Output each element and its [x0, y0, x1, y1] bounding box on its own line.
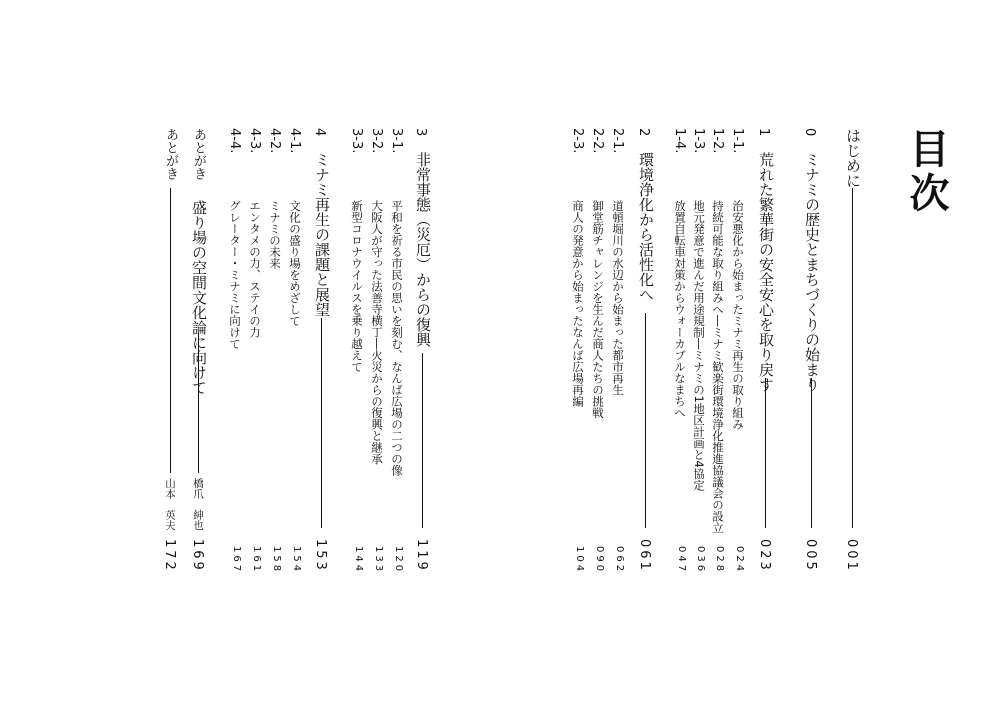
entry-number: 3-3.: [349, 128, 364, 154]
section-title: 新型コロナウイルスを乗り越えて: [350, 200, 364, 373]
leader-line: [852, 188, 853, 528]
entry-number: 2: [636, 128, 651, 137]
leader-line: [422, 353, 423, 528]
entry-number: 4-1.: [287, 128, 302, 154]
section-title: グレーター・ミナミに向けて: [228, 200, 242, 350]
page-number: 036: [695, 546, 706, 575]
entry-number: 1-3.: [691, 128, 706, 154]
leader-line: [321, 318, 322, 528]
toc-entry[interactable]: [756, 128, 776, 583]
toc-entry[interactable]: [267, 128, 287, 583]
page-number: 024: [734, 546, 745, 575]
page-number: 167: [231, 546, 242, 575]
leader-line: [170, 188, 171, 473]
entry-number: 3-1.: [389, 128, 404, 154]
section-title: 文化の盛り場をめざして: [288, 200, 302, 327]
leader-line: [765, 378, 766, 528]
section-title: 放置自転車対策からウォーカブルなまちへ: [673, 200, 687, 419]
page-number: 001: [844, 539, 859, 573]
section-title: 御堂筋チャレンジを生んだ商人たちの挑戦: [591, 200, 605, 419]
leader-line: [645, 313, 646, 528]
page-number: 062: [614, 546, 625, 575]
section-title: 道頓堀川の水辺から始まった都市再生: [611, 200, 625, 396]
page-number: 005: [803, 539, 818, 573]
entry-number: あとがき: [191, 128, 206, 180]
section-title: ミナミの未来: [268, 200, 282, 269]
entry-number: 3-2.: [369, 128, 384, 154]
toc-entry[interactable]: [802, 128, 822, 583]
chapter-title: 環境浄化から活性化へ: [637, 152, 655, 302]
section-title: 治安悪化から始まったミナミ再生の取り組み: [731, 200, 745, 430]
chapter-title: 荒れた繁華街の安全安心を取り戻す: [757, 152, 775, 392]
entry-number: 4-3.: [247, 128, 262, 154]
chapter-title: 盛り場の空間文化論に向けて: [190, 200, 208, 395]
leader-line: [811, 378, 812, 528]
chapter-title: はじめに: [844, 128, 862, 188]
author-name: 橋爪 紳也: [192, 478, 204, 531]
toc-entry[interactable]: [710, 128, 730, 583]
toc-entry[interactable]: [636, 128, 656, 583]
page-number: 153: [313, 539, 328, 573]
toc-entry[interactable]: [161, 128, 181, 583]
page-number: 172: [162, 539, 177, 573]
entry-number: 2-3.: [570, 128, 585, 154]
toc-entry[interactable]: [691, 128, 711, 583]
chapter-title: 非常事態（災厄）からの復興: [414, 152, 432, 347]
page-number: 023: [757, 539, 772, 573]
entry-number: 1-1.: [730, 128, 745, 154]
toc-entry[interactable]: [413, 128, 433, 583]
toc-entry[interactable]: [730, 128, 750, 583]
page-number: 161: [251, 546, 262, 575]
section-title: 商人の発意から始まったなんば広場再編: [571, 200, 585, 407]
toc-entry[interactable]: [590, 128, 610, 583]
entry-number: 2-2.: [590, 128, 605, 154]
toc-entry[interactable]: [369, 128, 389, 583]
page-number: 061: [637, 539, 652, 573]
author-name: 山本 英夫: [164, 478, 176, 531]
section-title: 持続可能な取り組みへ―ミナミ歓楽街環境浄化推進協議会の設立: [711, 200, 725, 534]
toc-entry[interactable]: [247, 128, 267, 583]
entry-number: 4-2.: [267, 128, 282, 154]
entry-number: 0: [802, 128, 817, 137]
page-number: 028: [714, 546, 725, 575]
entry-number: 1-2.: [710, 128, 725, 154]
toc-entry[interactable]: [610, 128, 630, 583]
chapter-title: ミナミの歴史とまちづくりの始まり: [803, 152, 821, 392]
page-number: 169: [190, 539, 205, 573]
page-number: 090: [594, 546, 605, 575]
toc-entry[interactable]: [287, 128, 307, 583]
entry-number: 1-4.: [672, 128, 687, 154]
page-number: 158: [271, 546, 282, 575]
toc-entry[interactable]: [227, 128, 247, 583]
toc-entry[interactable]: [389, 128, 409, 583]
toc-entry[interactable]: [570, 128, 590, 583]
page-number: 133: [373, 546, 384, 575]
entry-number: 1: [756, 128, 771, 137]
section-title: 平和を祈る市民の思いを刻む、なんば広場の二つの像: [390, 200, 404, 476]
page-number: 047: [676, 546, 687, 575]
section-title: 地元発意で進んだ用途規制―ミナミの1地区計画と4協定: [692, 200, 706, 491]
leader-line: [198, 333, 199, 473]
page-number: 154: [291, 546, 302, 575]
section-title: 大阪人が守った法善寺横丁―火災からの復興と継承: [370, 200, 384, 465]
entry-number: 2-1.: [610, 128, 625, 154]
entry-number: 4-4.: [227, 128, 242, 154]
entry-number: あとがき: [163, 128, 178, 180]
section-title: エンタメの力、ステイの力: [248, 200, 262, 338]
entry-number: 3: [413, 128, 428, 137]
page-title: 目次: [903, 128, 949, 216]
page-number: 119: [414, 539, 429, 573]
toc-entry[interactable]: [189, 128, 209, 583]
toc-entry[interactable]: [312, 128, 332, 583]
chapter-title: ミナミ再生の課題と展望: [313, 152, 331, 317]
entry-number: 4: [312, 128, 327, 137]
toc-entry[interactable]: [349, 128, 369, 583]
toc-entry[interactable]: [672, 128, 692, 583]
page-number: 120: [393, 546, 404, 575]
toc-entry[interactable]: [843, 128, 863, 583]
page-number: 144: [353, 546, 364, 575]
page-number: 104: [574, 546, 585, 575]
